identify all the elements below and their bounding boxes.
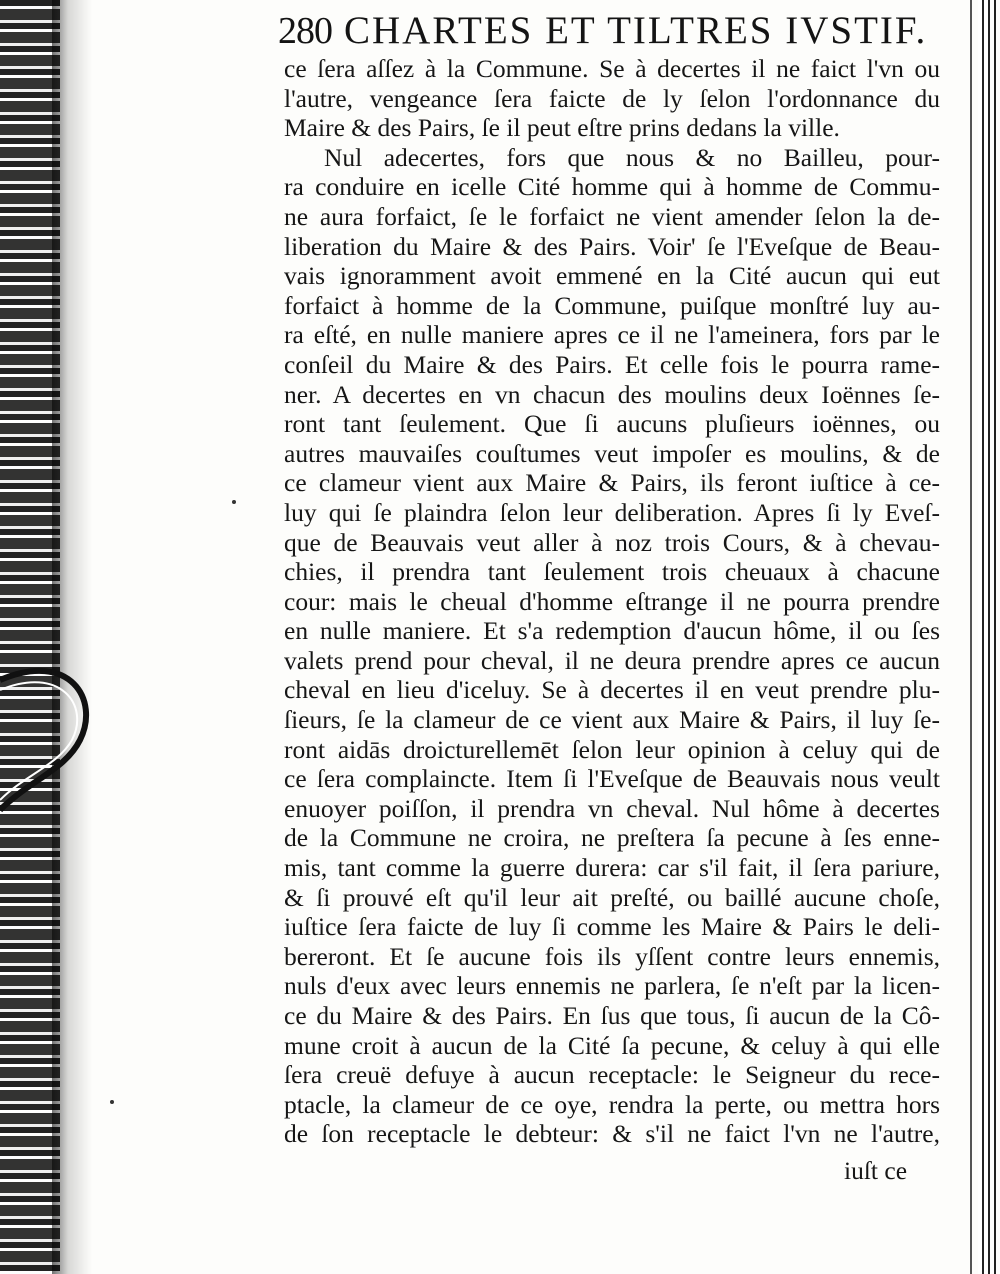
text-line: ce ſera complaincte. Item ſi l'Eveſque de Beauvais nous veult bbox=[284, 764, 940, 794]
binding-gutter bbox=[0, 0, 60, 1274]
text-line: cour: mais le cheual d'homme eſtrange il ne pourra prendre bbox=[284, 586, 940, 616]
ribbon-loop bbox=[0, 660, 110, 820]
text-line: forfaict à homme de la Commune, puiſque monſtré luy au- bbox=[284, 290, 940, 320]
running-head: CHARTES ET TILTRES IVSTIF. bbox=[344, 9, 928, 52]
text-line: conſeil du Maire & des Pairs. Et celle fois le pourra rame- bbox=[284, 349, 940, 379]
text-line: que de Beauvais veut aller à noz trois Cours, & à chevau- bbox=[284, 527, 940, 557]
text-line: iuſtice ſera faicte de luy ſi comme les Maire & Pairs le deli- bbox=[284, 912, 940, 942]
text-line: ce du Maire & des Pairs. En ſus que tous, ſi aucun de la Cô- bbox=[284, 1001, 940, 1030]
text-line: l'autre, vengeance ſera faicte de ly ſelon l'ordonnance du bbox=[284, 83, 940, 113]
text-line: ptacle, la clameur de ce oye, rendra la perte, ou mettra hors bbox=[284, 1089, 940, 1119]
catchword: iuſt ce bbox=[844, 1156, 908, 1185]
text-line: ce ſera aſſez à la Commune. Se à decertes il ne faict l'vn ou bbox=[284, 54, 940, 83]
text-line: nuls d'eux avec leurs ennemis ne parlera, ſe n'eſt par la licen- bbox=[284, 971, 940, 1001]
text-line: mune croit à aucun de la Cité ſa pecune, & celuy à qui elle bbox=[284, 1030, 940, 1060]
text-line: enuoyer poiſſon, il prendra vn cheval. Nul hôme à decertes bbox=[284, 793, 940, 823]
text-line: & ſi prouvé eſt qu'il leur ait preſté, ou baillé aucune choſe, bbox=[284, 882, 940, 912]
page-header bbox=[278, 8, 928, 58]
text-line: ne aura forfaict, ſe le forfaict ne vient amender ſelon la de- bbox=[284, 201, 940, 231]
ink-speck bbox=[232, 500, 236, 504]
text-line: cheval en lieu d'iceluy. Se à decertes il en veut prendre plu- bbox=[284, 675, 940, 705]
gutter-shadow bbox=[52, 0, 92, 1274]
text-line: en nulle maniere. Et s'a redemption d'aucun hôme, il ou ſes bbox=[284, 616, 940, 646]
text-line: ner. A decertes en vn chacun des moulins deux Ioënnes ſe- bbox=[284, 379, 940, 409]
text-line: ra conduire en icelle Cité homme qui à homme de Commu- bbox=[284, 172, 940, 202]
text-line: de la Commune ne croira, ne preſtera ſa pecune à ſes enne- bbox=[284, 823, 940, 853]
text-line: vais ignoramment avoit emmené en la Cité aucun qui eut bbox=[284, 261, 940, 291]
paragraph-start-line: Nul adecertes, fors que nous & no Bailleu, pour- bbox=[324, 142, 940, 172]
text-line: mis, tant comme la guerre durera: car s'il fait, il ſera pariure, bbox=[284, 853, 940, 883]
text-line: ra eſté, en nulle maniere apres ce il ne l'ameinera, fors par le bbox=[284, 320, 940, 350]
text-line: ce clameur vient aux Maire & Pairs, ils feront iuſtice à ce- bbox=[284, 468, 940, 498]
text-line: ront tant ſeulement. Que ſi aucuns pluſieurs ioënnes, ou bbox=[284, 409, 940, 439]
text-line: ront aidās droicturellemēt ſelon leur opinion à celuy qui de bbox=[284, 734, 940, 764]
text-line: autres mauvaiſes couſtumes veut impoſer es moulins, & de bbox=[284, 438, 940, 468]
page-number: 280 bbox=[278, 10, 332, 52]
text-line: valets prend pour cheval, il ne deura prendre apres ce aucun bbox=[284, 645, 940, 675]
text-line: ſieurs, ſe la clameur de ce vient aux Maire & Pairs, il luy ſe- bbox=[284, 705, 940, 735]
ink-speck bbox=[110, 1100, 114, 1104]
text-line: bereront. Et ſe aucune fois ils yſſent contre leurs ennemis, bbox=[284, 941, 940, 971]
text-line: chies, il prendra tant ſeulement trois cheuaux à chacune bbox=[284, 557, 940, 587]
body-text bbox=[284, 54, 940, 1149]
page-edge bbox=[978, 0, 1000, 1274]
text-line: Maire & des Pairs, ſe il peut eſtre prins dedans la ville. bbox=[284, 113, 840, 143]
text-line: liberation du Maire & des Pairs. Voir' ſe l'Eveſque de Beau- bbox=[284, 231, 940, 261]
text-line: ſera creuë defuye à aucun receptacle: le Seigneur du rece- bbox=[284, 1060, 940, 1090]
text-line: de ſon receptacle le debteur: & s'il ne faict l'vn ne l'autre, bbox=[284, 1119, 940, 1149]
page-edge-line bbox=[970, 0, 972, 1274]
text-line: luy qui ſe plaindra ſelon leur deliberation. Apres ſi ly Eveſ- bbox=[284, 497, 940, 527]
